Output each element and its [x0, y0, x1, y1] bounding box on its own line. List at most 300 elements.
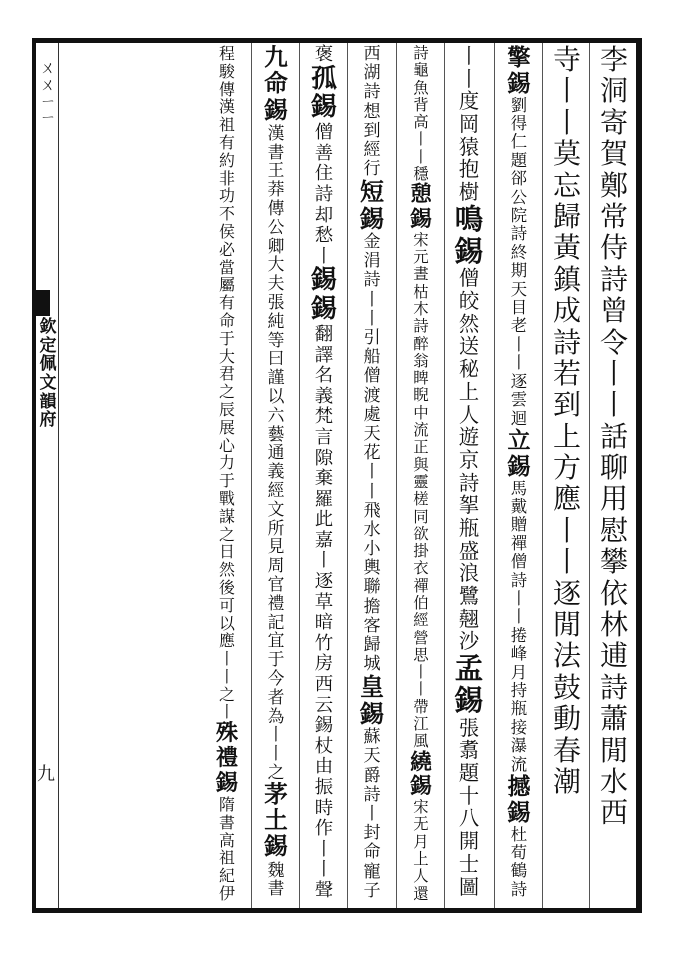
text-char: 書 [219, 812, 235, 832]
margin-partial-char: ㄧ [39, 91, 56, 111]
text-char: 正 [413, 438, 429, 457]
text-char: 爵 [363, 765, 381, 786]
text-char: 却 [314, 204, 334, 226]
text-char: 西 [314, 674, 334, 696]
text-char: 丨 [552, 545, 581, 579]
text-char: 漢 [267, 122, 285, 143]
text-char: 隋 [219, 794, 235, 814]
text-char: 丨 [458, 44, 480, 68]
text-char: 上 [552, 419, 581, 453]
text-char: 槎 [413, 490, 429, 509]
text-char: 翹 [458, 606, 480, 631]
text-char: 莫 [552, 137, 581, 171]
text-char: 江 [413, 715, 429, 734]
text-char: 經 [267, 480, 285, 501]
text-char: 丨 [552, 74, 581, 108]
text-char: 藝 [267, 423, 285, 444]
text-char: 張 [267, 292, 285, 313]
text-char: 同 [413, 507, 429, 526]
text-char: 僧 [458, 266, 480, 291]
text-char: 詩 [363, 784, 381, 805]
text-char: 黃 [552, 231, 581, 265]
text-char: 經 [413, 611, 429, 630]
text-char: 聊 [599, 451, 628, 485]
text-char: 記 [267, 611, 285, 632]
text-char: 詩 [599, 262, 628, 296]
text-char: 思 [413, 645, 429, 664]
text-char: 成 [552, 294, 581, 328]
text-column [302, 46, 346, 903]
column-rule [444, 43, 445, 908]
text-char: 老 [510, 316, 528, 336]
text-char: 得 [510, 114, 528, 133]
text-char: 翻 [314, 323, 334, 345]
text-char: 詩 [510, 224, 528, 244]
text-char: 通 [267, 442, 285, 463]
text-char: 開 [458, 829, 480, 854]
text-char: 杜 [510, 824, 528, 844]
text-char: 引 [363, 328, 381, 349]
text-char: 與 [413, 455, 429, 474]
text-char: 處 [363, 404, 381, 425]
headword-char: 憩 [410, 182, 432, 208]
text-char: 京 [458, 447, 480, 472]
text-char: 丨 [267, 743, 285, 764]
text-char: 擔 [363, 596, 381, 617]
headword-char: 撼 [507, 773, 531, 800]
text-char: 于 [267, 649, 285, 670]
text-char: 題 [458, 761, 480, 786]
text-char: 為 [267, 705, 285, 726]
text-char: 小 [363, 539, 381, 560]
headword-char: 立 [507, 426, 531, 454]
text-char: 詩 [510, 570, 528, 590]
headword-char: 茅 [264, 779, 288, 808]
text-char: 必 [219, 239, 235, 259]
text-char: 岡 [458, 112, 480, 137]
text-char: 有 [219, 132, 235, 152]
text-char: 帶 [413, 697, 429, 716]
text-char: 王 [267, 160, 285, 181]
text-char: 純 [267, 310, 285, 331]
text-char: 棄 [314, 468, 334, 490]
text-char: 禪 [413, 576, 429, 595]
headword-char: 土 [264, 806, 288, 835]
headword-char: 禮 [215, 745, 239, 772]
text-char: 詩 [552, 325, 581, 359]
text-char: 逐 [314, 571, 334, 593]
text-char: 功 [219, 186, 235, 206]
column-rule [396, 43, 397, 908]
text-char: 詩 [314, 183, 334, 205]
text-char: 丨 [510, 334, 528, 354]
text-char: 大 [219, 346, 235, 366]
text-char: 行 [363, 159, 381, 180]
text-char: 鶴 [510, 861, 528, 881]
text-char: 龜 [413, 61, 429, 80]
text-char: 丨 [363, 462, 381, 483]
text-char: 捲 [510, 625, 528, 645]
text-char: 十 [458, 783, 480, 808]
text-char: 丨 [599, 356, 628, 390]
text-char: 于 [219, 471, 235, 491]
text-char: 見 [267, 536, 285, 557]
text-char: 寄 [599, 105, 628, 139]
text-char: 名 [314, 365, 334, 387]
headword-char: 皇 [360, 672, 384, 702]
headword-char: 錫 [507, 798, 531, 826]
margin-title-char: 文 [39, 373, 57, 394]
text-char: 詩 [363, 82, 381, 103]
text-char: 峰 [510, 644, 528, 664]
text-char: 鼓 [552, 670, 581, 704]
text-char: 所 [267, 517, 285, 538]
text-char: 高 [413, 113, 429, 132]
text-char: 迴 [510, 408, 528, 428]
text-char: 飛 [363, 500, 381, 521]
text-char: 上 [458, 379, 480, 404]
text-char: 暗 [314, 612, 334, 634]
text-char: 子 [363, 880, 381, 901]
text-char: 背 [413, 95, 429, 114]
text-char: 涓 [363, 251, 381, 272]
text-char: 丨 [219, 702, 235, 722]
text-char: 紀 [219, 866, 235, 886]
text-char: 丨 [363, 289, 381, 310]
frame-right-border [636, 38, 642, 913]
headword-char: 錫 [311, 294, 337, 325]
text-char: 心 [219, 435, 235, 455]
column-rule [251, 43, 252, 908]
text-char: 丨 [363, 481, 381, 502]
text-char: 謹 [267, 367, 285, 388]
text-char: 六 [267, 404, 285, 425]
headword-char: 錫 [360, 699, 384, 729]
text-char: 錫 [314, 715, 334, 737]
text-char: 接 [510, 717, 528, 737]
text-char: 丨 [314, 838, 334, 860]
text-char: 丨 [552, 513, 581, 547]
headword-char: 錫 [410, 206, 432, 232]
text-char: 高 [219, 830, 235, 850]
text-char: 逐 [552, 576, 581, 610]
text-char: 官 [267, 574, 285, 595]
text-char: 贈 [510, 515, 528, 535]
headword-char: 錫 [507, 452, 531, 480]
text-char: 輿 [363, 558, 381, 579]
text-char: 愁 [314, 225, 334, 247]
column-rule [347, 43, 348, 908]
text-char: 卿 [267, 235, 285, 256]
text-char: 張 [458, 715, 480, 740]
text-char: 詩 [599, 670, 628, 704]
fish-tail-mark [36, 290, 50, 316]
text-char: 元 [413, 248, 429, 267]
text-char: 應 [219, 631, 235, 651]
text-char: 蘇 [363, 727, 381, 748]
text-char: 于 [219, 328, 235, 348]
text-char: 侍 [599, 231, 628, 265]
text-char: 傳 [267, 198, 285, 219]
text-char: 文 [267, 498, 285, 519]
text-char: 歸 [363, 635, 381, 656]
text-char: 院 [510, 206, 528, 226]
text-char: 書 [267, 878, 285, 899]
text-char: 侯 [219, 221, 235, 241]
page-number: 九 [37, 764, 55, 785]
text-char: 洞 [599, 74, 628, 108]
text-char: 杖 [314, 735, 334, 757]
text-char: 魚 [413, 78, 429, 97]
text-char: 鷺 [458, 584, 480, 609]
text-char: 嘉 [314, 529, 334, 551]
text-char: 丨 [219, 649, 235, 669]
text-char: 當 [219, 257, 235, 277]
text-char: 有 [219, 293, 235, 313]
text-char: 丨 [599, 388, 628, 422]
text-char: 掛 [413, 542, 429, 561]
text-char: 夫 [267, 273, 285, 294]
text-char: 善 [314, 142, 334, 164]
headword-char: 殊 [215, 720, 239, 747]
text-char: 詩 [413, 317, 429, 336]
text-char: 聲 [314, 879, 334, 901]
headword-char: 孟 [454, 651, 484, 686]
headword-char: 錫 [215, 770, 239, 797]
text-char: 之 [219, 382, 235, 402]
text-char: 程 [219, 44, 235, 63]
text-char: 歸 [552, 199, 581, 233]
text-char: 春 [552, 733, 581, 767]
text-char: 今 [267, 668, 285, 688]
text-char: 丨 [510, 353, 528, 373]
text-char: 大 [267, 254, 285, 275]
text-char: 城 [363, 654, 381, 675]
text-char: 水 [363, 519, 381, 540]
headword-char: 繞 [410, 749, 432, 775]
text-char: 云 [314, 694, 334, 716]
text-char: 丨 [458, 66, 480, 91]
text-char: 穩 [413, 165, 429, 184]
text-char: 渡 [363, 385, 381, 406]
text-column [447, 46, 491, 899]
text-char: 遊 [458, 425, 480, 450]
text-char: 展 [219, 417, 235, 437]
text-char: 公 [510, 187, 528, 207]
text-char: 潮 [552, 764, 581, 798]
text-char: 莽 [267, 179, 285, 200]
text-char: 湖 [363, 63, 381, 84]
headword-char: 錫 [454, 682, 484, 717]
text-char: 靈 [413, 472, 429, 491]
text-char: 漢 [219, 97, 235, 117]
text-char: 等 [267, 329, 285, 350]
text-char: 瓶 [458, 515, 480, 540]
text-char: 金 [363, 232, 381, 253]
text-char: 鎮 [552, 262, 581, 296]
text-char: 令 [599, 325, 628, 359]
text-char: 僧 [510, 552, 528, 572]
text-char: 欲 [413, 524, 429, 543]
text-char: 此 [314, 509, 334, 531]
text-char: 公 [267, 216, 285, 237]
text-char: 應 [552, 482, 581, 516]
text-char: 雲 [510, 390, 528, 410]
text-char: 終 [510, 242, 528, 262]
text-char: 以 [219, 613, 235, 633]
text-char: 不 [219, 204, 235, 224]
text-char: 曾 [599, 294, 628, 328]
text-char: 竹 [314, 632, 334, 654]
text-char: 然 [219, 560, 235, 580]
text-char: 用 [599, 482, 628, 516]
text-char: 鄭 [599, 168, 628, 202]
text-char: 丨 [219, 666, 235, 686]
text-char: 樹 [458, 180, 480, 205]
text-char: 丨 [510, 607, 528, 627]
text-char: 賀 [599, 137, 628, 171]
margin-title-char: 佩 [39, 354, 57, 375]
text-char: 天 [363, 423, 381, 444]
column-rule [494, 43, 495, 908]
text-column [399, 46, 443, 904]
text-char: 劉 [510, 95, 528, 115]
margin-partial-char: ㄨ [39, 58, 56, 77]
text-char: 詩 [458, 470, 480, 495]
text-char: 時 [314, 797, 334, 819]
text-char: 君 [219, 364, 235, 384]
margin-title-char: 韻 [39, 391, 57, 412]
text-char: 草 [314, 591, 334, 613]
margin-partial-char: ㄧ [39, 108, 56, 128]
text-char: 封 [363, 823, 381, 844]
text-char: 客 [363, 615, 381, 636]
text-char: 禮 [267, 592, 285, 613]
text-char: 風 [413, 732, 429, 751]
text-char: 羅 [314, 488, 334, 510]
text-char: 逐 [510, 371, 528, 391]
text-column [592, 43, 636, 831]
text-char: 魏 [267, 859, 285, 880]
text-char: 言 [314, 426, 334, 448]
text-char: 寺 [552, 43, 581, 76]
text-char: 題 [510, 150, 528, 170]
text-char: 挐 [458, 493, 480, 518]
text-char: 天 [363, 746, 381, 767]
headword-char: 錫 [264, 832, 288, 861]
text-char: 戴 [510, 496, 528, 516]
text-char: 僧 [314, 122, 334, 144]
text-char: 仁 [510, 132, 528, 152]
text-char: 李 [599, 43, 628, 76]
text-char: 動 [552, 702, 581, 736]
text-char: 由 [314, 756, 334, 778]
text-char: 譯 [314, 344, 334, 366]
text-column [497, 46, 541, 900]
text-char: 義 [314, 385, 334, 407]
text-char: 屬 [219, 275, 235, 295]
text-char: 詩 [510, 879, 528, 899]
text-char: 沙 [458, 629, 480, 654]
text-char: 流 [413, 421, 429, 440]
text-char: 忘 [552, 168, 581, 202]
text-char: 攀 [599, 545, 628, 579]
text-char: 詩 [413, 44, 429, 62]
headword-char: 擎 [507, 44, 531, 71]
text-char: 到 [363, 120, 381, 141]
text-char: 祖 [219, 848, 235, 868]
text-char: 命 [363, 842, 381, 863]
headword-char: 錫 [264, 95, 288, 124]
text-char: 林 [599, 608, 628, 642]
text-char: 船 [363, 347, 381, 368]
text-char: 西 [599, 796, 628, 830]
text-char: 振 [314, 777, 334, 798]
text-char: 隙 [314, 447, 334, 469]
margin-title-char: 欽 [39, 317, 57, 337]
text-char: 荀 [510, 843, 528, 862]
text-char: 經 [363, 139, 381, 160]
text-char: 送 [458, 334, 480, 359]
text-char: 辰 [219, 399, 235, 419]
text-char: 駿 [219, 61, 235, 81]
text-char: 浪 [458, 561, 480, 586]
text-char: 義 [267, 461, 285, 482]
text-char: 以 [267, 386, 285, 407]
text-char: 營 [413, 628, 429, 647]
text-char: 天 [510, 279, 528, 299]
column-rule [589, 43, 590, 908]
text-char: 翥 [458, 738, 480, 763]
text-char: 常 [599, 199, 628, 233]
text-char: 謀 [219, 506, 235, 526]
text-char: 流 [510, 754, 528, 774]
text-char: 詩 [363, 270, 381, 291]
text-char: 宜 [267, 630, 285, 651]
text-char: 晝 [413, 265, 429, 284]
text-char: 住 [314, 163, 334, 185]
headword-char: 錫 [507, 69, 531, 97]
text-char: 水 [599, 764, 628, 798]
text-char: 宋 [413, 798, 429, 817]
text-char: 之 [219, 524, 235, 544]
text-char: 閒 [599, 733, 628, 767]
margin-rule [58, 43, 59, 908]
text-char: 曰 [267, 348, 285, 369]
text-column [254, 43, 298, 899]
text-char: 之 [267, 761, 285, 782]
text-char: 蕭 [599, 702, 628, 736]
headword-char: 錫 [360, 204, 384, 234]
text-char: 後 [219, 577, 235, 597]
text-char: 八 [458, 806, 480, 831]
text-char: 花 [363, 443, 381, 464]
headword-char: 錫 [454, 233, 484, 268]
text-char: 想 [363, 101, 381, 122]
text-char: 祖 [219, 115, 235, 135]
text-char: 秘 [458, 357, 480, 382]
text-char: 枯 [413, 282, 429, 301]
text-char: 約 [219, 150, 235, 170]
text-char: 戰 [219, 488, 235, 508]
text-char: 瓶 [510, 699, 528, 719]
text-char: 方 [552, 451, 581, 485]
text-char: 丨 [314, 859, 334, 881]
text-char: 醉 [413, 334, 429, 353]
text-char: 目 [510, 298, 528, 318]
text-char: 之 [219, 684, 235, 704]
text-char: 可 [219, 595, 235, 615]
